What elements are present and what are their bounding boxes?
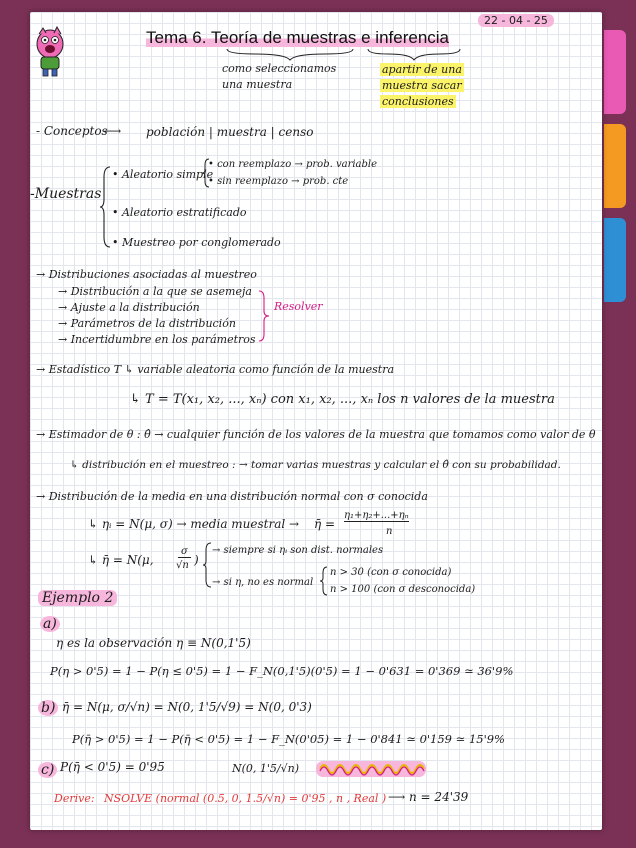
apartado-a-line-2: P(η > 0'5) = 1 − P(η ≤ 0'5) = 1 − F_N(0,1'5)(0'5) = 1 − 0'631 = 0'369 ≃ 36'9% [50, 664, 514, 678]
resolver-brace [258, 290, 270, 342]
conceptos-arrow: ⟶ [104, 124, 122, 138]
title-brace-left [225, 47, 355, 61]
apartado-a-line-1: η es la observación η ≡ N(0,1'5) [56, 636, 251, 650]
media-line-1-left: ↳ ηᵢ = N(μ, σ) → media muestral → [88, 517, 300, 531]
distribuciones-item-2: → Ajuste a la distribución [58, 301, 200, 314]
muestras-label: -Muestras [30, 186, 102, 202]
apartado-c-label: c) [38, 762, 57, 778]
derive-result: ⟶ n = 24'39 [388, 790, 469, 804]
apartado-c-line-1: P(η̄ < 0'5) = 0'95 [60, 760, 165, 774]
muestras-item-2: • Aleatorio estratificado [112, 206, 247, 219]
distribuciones-item-4: → Incertidumbre en los parámetros [58, 333, 256, 346]
distribuciones-item-3: → Parámetros de la distribución [58, 317, 236, 330]
note-left-2: una muestra [222, 78, 293, 91]
media-line-2-num: σ [178, 546, 191, 558]
apartado-b-line-1: η̄ = N(μ, σ/√n) = N(0, 1'5/√9) = N(0, 0'3) [62, 700, 312, 714]
media-line-1-lhs: η̄ = [314, 517, 336, 531]
date-stamp: 22 - 04 - 25 [478, 14, 554, 27]
estimador-line-1: → Estimador de θ : θ̂ → cualquier función de los valores de la muestra que tomamos como valor de θ [36, 428, 596, 441]
notebook-tab-orange[interactable] [604, 124, 626, 208]
media-cond-2a: n > 30 (con σ conocida) [330, 567, 452, 578]
muestras-item-3: • Muestreo por conglomerado [112, 236, 281, 249]
estadistico-line-1: → Estadístico T ↳ variable aleatoria como función de la muestra [36, 363, 395, 376]
ejemplo-title: Ejemplo 2 [38, 590, 117, 606]
notebook-tab-blue[interactable] [604, 218, 626, 302]
muestras-sub-2: • sin reemplazo → prob. cte [208, 176, 349, 187]
muestras-brace [100, 165, 112, 249]
estimador-line-2: ↳ distribución en el muestreo : → tomar varias muestras y calcular el θ̂ con su probabilidad. [70, 459, 561, 471]
apartado-b-line-2: P(η̄ > 0'5) = 1 − P(η̄ < 0'5) = 1 − F_N(0'05) = 1 − 0'841 ≃ 0'159 ≃ 15'9% [72, 732, 505, 746]
media-cond-2b: n > 100 (con σ desconocida) [330, 584, 476, 595]
title-brace-right [366, 47, 462, 61]
scribble-mark [316, 759, 426, 779]
mascot-sticker [34, 26, 66, 78]
apartado-c-n-expr: N(0, 1'5/√n) [232, 762, 300, 775]
media-line-2-close: ) [194, 553, 199, 567]
notebook-tab-pink[interactable] [604, 30, 626, 114]
media-cond-1: → siempre si ηᵢ son dist. normales [212, 545, 384, 556]
distribuciones-heading: → Distribuciones asociadas al muestreo [36, 268, 257, 281]
conceptos-value: población | muestra | censo [146, 125, 314, 139]
resolver-note: Resolver [274, 300, 323, 313]
conceptos-label: - Conceptos [36, 124, 108, 138]
note-left-1: como seleccionamos [222, 62, 337, 75]
n-cond-brace [320, 566, 328, 596]
apartado-a-label: a) [40, 616, 60, 632]
note-right-2: muestra sacar [382, 79, 462, 92]
note-right-3: conclusiones [382, 95, 454, 108]
media-line-2-den: √n [176, 560, 189, 571]
derive-prefix: Derive: [54, 792, 95, 805]
derive-command: NSOLVE (normal (0.5, 0, 1.5/√n) = 0'95 , n , Real ) [104, 792, 387, 805]
apartado-b-label: b) [38, 700, 58, 716]
page-title [146, 28, 449, 48]
muestras-sub-1: • con reemplazo → prob. variable [208, 159, 378, 170]
title-text: Tema 6. Teoría de muestras e inferencia [146, 28, 450, 47]
media-line-1-den: n [386, 526, 393, 537]
muestras-item-1: • Aleatorio simple [112, 168, 214, 181]
note-right-1: apartir de una [382, 63, 462, 76]
estadistico-line-2: ↳ T = T(x₁, x₂, ..., xₙ) con x₁, x₂, ..., xₙ los n valores de la muestra [130, 392, 555, 407]
distribuciones-item-1: → Distribución a la que se asemeja [58, 285, 252, 298]
media-line-2-left: ↳ η̄ = N(μ, [88, 553, 154, 567]
media-heading: → Distribución de la media en una distribución normal con σ conocida [36, 490, 428, 503]
media-cond-2: → si η, no es normal [212, 577, 314, 588]
media-line-1-num: η₁+η₂+...+ηₙ [344, 510, 409, 521]
